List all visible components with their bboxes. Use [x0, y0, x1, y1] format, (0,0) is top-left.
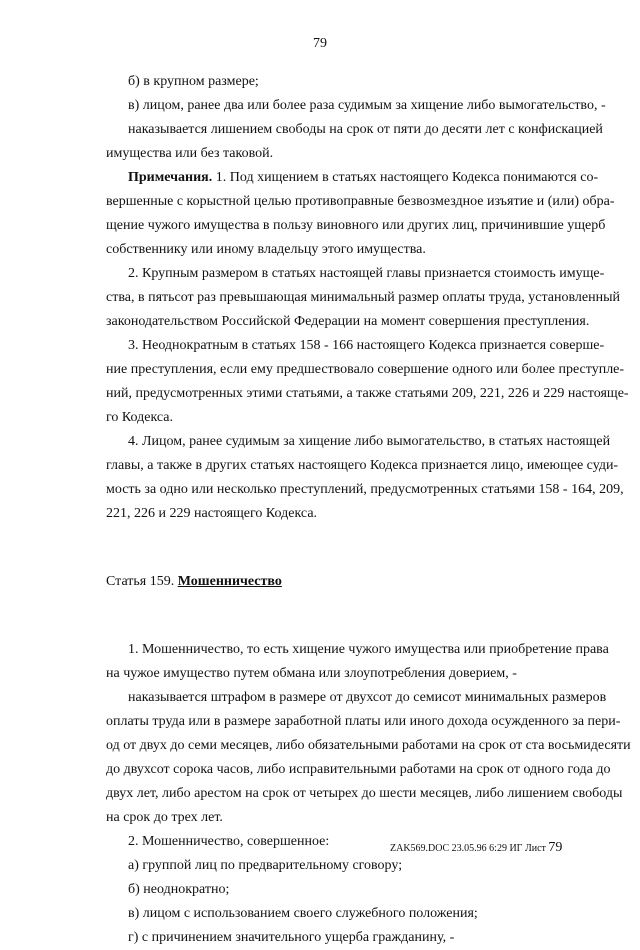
text-line: собственнику или иному владельцу этого имущества.: [106, 242, 426, 257]
footer-sheet-number: 79: [548, 840, 563, 855]
notes-label: Примечания.: [128, 170, 213, 185]
article-number: Статья 159.: [106, 574, 175, 589]
text-line: б) в крупном размере;: [128, 74, 259, 89]
text-line: двух лет, либо арестом на срок от четырех до шести месяцев, либо лишением свободы: [106, 786, 623, 801]
text-line: 1. Мошенничество, то есть хищение чужого имущества или приобретение права: [128, 642, 609, 657]
text-line: наказывается лишением свободы на срок от пяти до десяти лет с конфискацией: [128, 122, 603, 137]
footer-date: 23.05.96: [451, 843, 487, 854]
text-line: до двухсот сорока часов, либо исправительными работами на срок от одного года до: [106, 762, 611, 777]
text-line: в) лицом с использованием своего служебного положения;: [128, 906, 478, 921]
notes-line: [106, 166, 599, 190]
article-heading: [106, 570, 574, 594]
text-line: 3. Неоднократным в статьях 158 - 166 настоящего Кодекса признается соверше-: [128, 338, 605, 353]
notes-text: 1. Под хищением в статьях настоящего Кодекса понимаются со-: [212, 170, 599, 185]
footer-time: 6:29: [489, 843, 507, 854]
text-line: 2. Крупным размером в статьях настоящей главы признается стоимость имуще-: [128, 266, 605, 281]
footer-sheet-label: Лист: [524, 843, 546, 854]
page-number: 79: [313, 36, 327, 51]
text-line: вершенные с корыстной целью противоправные безвозмездное изъятие и (или) обра-: [106, 194, 615, 209]
text-line: г) с причинением значительного ущерба гражданину, -: [128, 930, 455, 945]
text-line: од от двух до семи месяцев, либо обязательными работами на срок от ста восьмидесяти: [106, 738, 631, 753]
text-line: ний, предусмотренных этими статьями, а также статьями 209, 221, 226 и 229 настояще-: [106, 386, 629, 401]
document-body: [106, 70, 631, 950]
text-line: в) лицом, ранее два или более раза судимым за хищение либо вымогательство, -: [128, 98, 606, 113]
text-line: мость за одно или несколько преступлений, предусмотренных статьями 158 - 164, 209,: [106, 482, 624, 497]
text-line: имущества или без таковой.: [106, 146, 274, 161]
text-line: оплаты труда или в размере заработной платы или иного дохода осужденного за пери-: [106, 714, 621, 729]
text-line: ние преступления, если ему предшествовало совершение одного или более преступле-: [106, 362, 625, 377]
text-line: б) неоднократно;: [128, 882, 230, 897]
footer-filename: ZAK569.DOC: [390, 843, 450, 854]
text-line: законодательством Российской Федерации на момент совершения преступления.: [106, 314, 590, 329]
text-line: 221, 226 и 229 настоящего Кодекса.: [106, 506, 318, 521]
text-line: щение чужого имущества в пользу виновного или других лиц, причинившие ущерб: [106, 218, 606, 233]
text-line: 4. Лицом, ранее судимым за хищение либо вымогательство, в статьях настоящей: [128, 434, 611, 449]
text-line: ства, в пятьсот раз превышающая минимальный размер оплаты труда, установленный: [106, 290, 620, 305]
page-footer: [390, 840, 580, 856]
text-line: наказывается штрафом в размере от двухсот до семисот минимальных размеров: [128, 690, 607, 705]
text-line: на срок до трех лет.: [106, 810, 223, 825]
footer-initials: ИГ: [509, 843, 523, 854]
text-line: 2. Мошенничество, совершенное:: [128, 834, 330, 849]
text-line: го Кодекса.: [106, 410, 174, 425]
text-line: а) группой лиц по предварительному сговору;: [128, 858, 403, 873]
text-line: главы, а также в других статьях настоящего Кодекса признается лицо, имеющее суди-: [106, 458, 619, 473]
text-line: на чужое имущество путем обмана или злоупотребления доверием, -: [106, 666, 517, 681]
article-title: Мошенничество: [177, 574, 282, 589]
